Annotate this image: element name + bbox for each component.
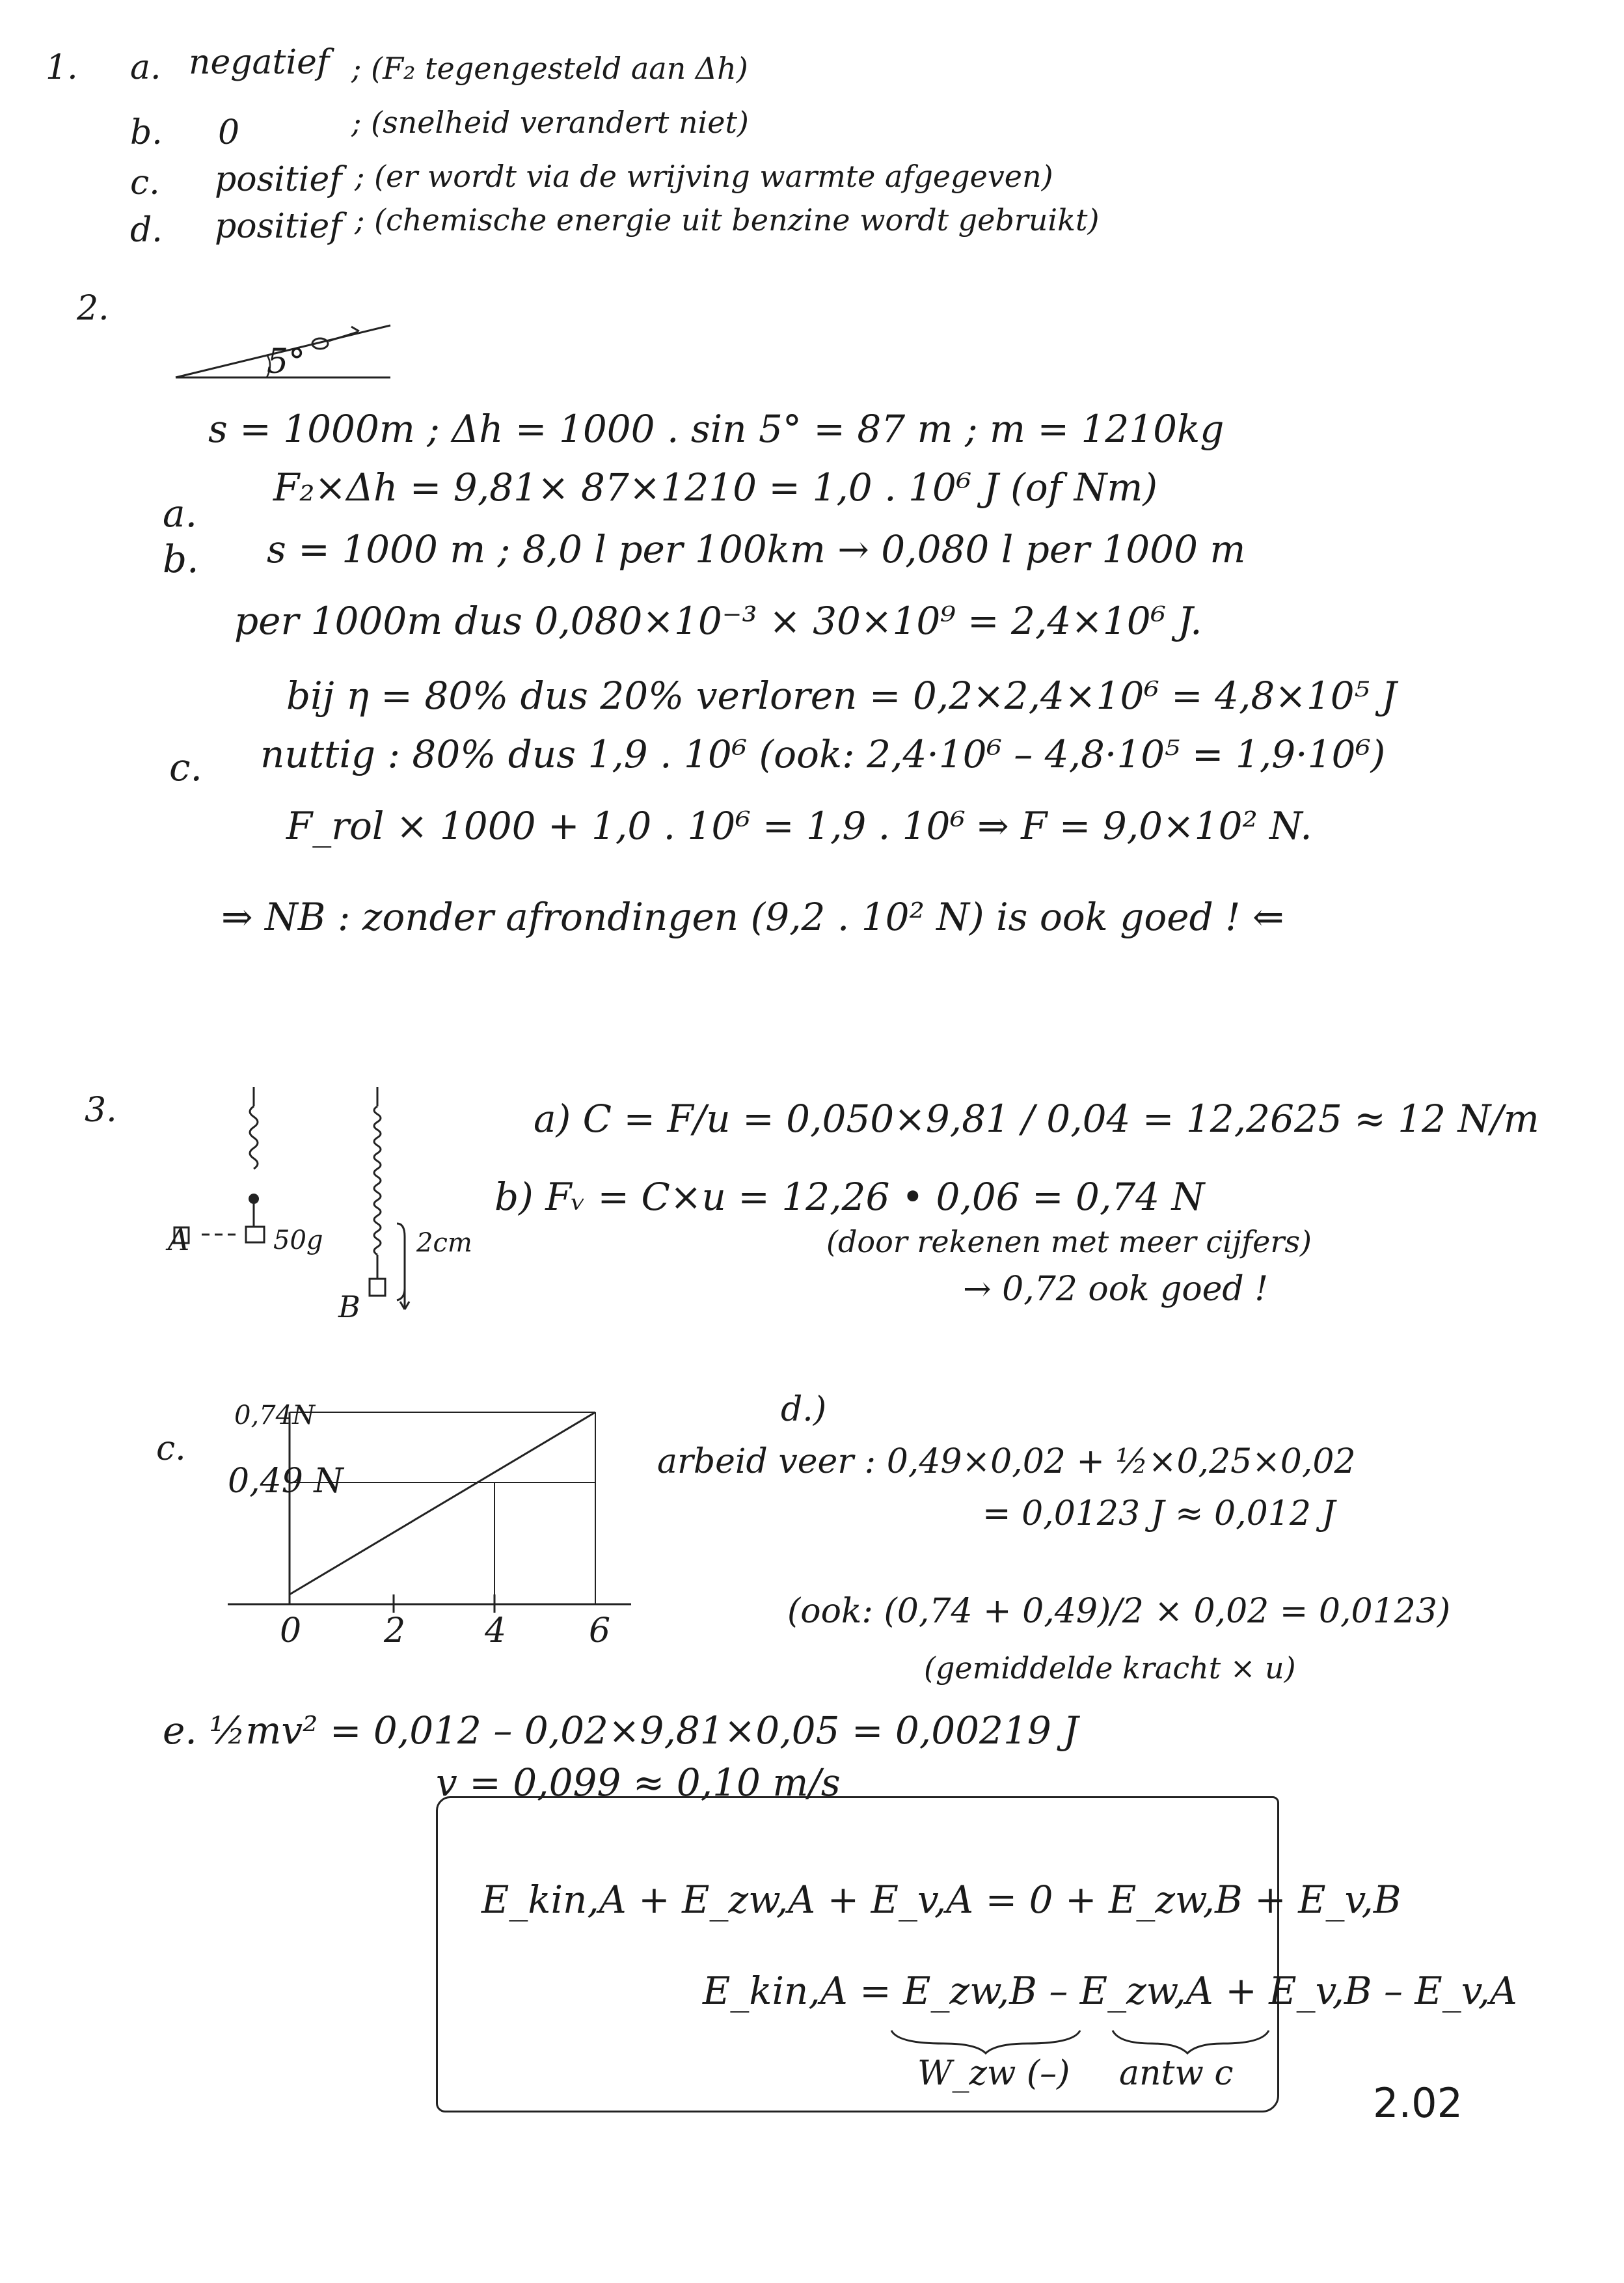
box-line1: E_kin,A + E_zw,A + E_v,A = 0 + E_zw,B + E_v,B <box>481 1878 1401 1922</box>
q2c-line2: F_rol × 1000 + 1,0 . 10⁶ = 1,9 . 10⁶ ⇒ F = 9,0×10² N. <box>286 804 1312 848</box>
q1c-label: c. <box>130 163 160 202</box>
q2b-line1: s = 1000 m ; 8,0 l per 100km → 0,080 l per 1000 m <box>267 527 1246 571</box>
box-under-antw: antw c <box>1119 2054 1234 2093</box>
q3e-line2: v = 0,099 ≈ 0,10 m/s <box>436 1760 841 1805</box>
box-underbraces <box>878 2024 1308 2057</box>
graph-tick-6: 6 <box>589 1611 611 1650</box>
q2a-label: a. <box>163 491 198 536</box>
graph-tick-2: 2 <box>384 1611 406 1650</box>
q2c-label: c. <box>169 745 202 789</box>
q1b-answer: 0 <box>218 113 240 152</box>
graph-y-top: 0,74N <box>234 1401 316 1430</box>
q3d-label: d.) <box>781 1390 827 1429</box>
q1c-reason: ; (er wordt via de wrijving warmte afgegeven) <box>355 159 1053 194</box>
q3d-line4: (gemiddelde kracht × u) <box>924 1650 1296 1686</box>
page-number: 2.02 <box>1373 2079 1463 2127</box>
q1a-label: a. <box>130 48 161 87</box>
q2-number: 2. <box>77 289 109 328</box>
q3b-note: (door rekenen met meer cijfers) <box>826 1224 1312 1259</box>
q1a-answer: negatief <box>189 43 330 82</box>
q1d-reason: ; (chemische energie uit benzine wordt gebruikt) <box>355 202 1100 238</box>
box-line2: E_kin,A = E_zw,B – E_zw,A + E_v,B – E_v,A <box>703 1969 1517 2013</box>
q3b-alt: → 0,72 ook goed ! <box>963 1270 1269 1309</box>
q2a-text: F₂×Δh = 9,81× 87×1210 = 1,0 . 10⁶ J (of Nm) <box>273 465 1158 510</box>
label-a: A <box>168 1222 190 1257</box>
q2b-label: b. <box>163 537 199 581</box>
spring-figure <box>163 1080 410 1341</box>
q2-note: ⇒ NB : zonder afrondingen (9,2 . 10² N) is ook goed ! ⇐ <box>221 895 1284 939</box>
graph-tick-0: 0 <box>280 1611 302 1650</box>
q1a-reason: ; (F₂ tegengesteld aan Δh) <box>351 51 748 86</box>
q3d-line2: = 0,0123 J ≈ 0,012 J <box>982 1494 1336 1533</box>
q3d-line3: (ook: (0,74 + 0,49)/2 × 0,02 = 0,0123) <box>787 1592 1451 1631</box>
q1-number: 1. <box>46 48 78 87</box>
q3b-text: b) Fᵥ = C×u = 12,26 • 0,06 = 0,74 N <box>494 1175 1205 1219</box>
q3-number: 3. <box>85 1091 117 1130</box>
extension-label: 2cm <box>416 1228 472 1258</box>
q2c-line1: nuttig : 80% dus 1,9 . 10⁶ (ook: 2,4·10⁶ – 4,8·10⁵ = 1,9·10⁶) <box>260 732 1386 776</box>
q1b-label: b. <box>130 113 163 152</box>
q3c-label: c. <box>156 1429 186 1468</box>
label-b: B <box>338 1289 360 1324</box>
q3d-line1: arbeid veer : 0,49×0,02 + ½×0,25×0,02 <box>657 1442 1356 1481</box>
q1d-answer: positief <box>215 207 342 246</box>
incline-angle: 5° <box>267 342 306 381</box>
q1d-label: d. <box>130 211 163 250</box>
mass-label: 50g <box>273 1225 323 1255</box>
box-under-wzw: W_zw (–) <box>917 2054 1070 2093</box>
q2-given: s = 1000m ; Δh = 1000 . sin 5° = 87 m ; m = 1210kg <box>208 407 1225 451</box>
q3a-text: a) C = F/u = 0,050×9,81 / 0,04 = 12,2625 ≈ 12 N/m <box>534 1097 1539 1141</box>
q1b-reason: ; (snelheid verandert niet) <box>351 105 749 140</box>
force-extension-graph <box>228 1406 631 1614</box>
graph-tick-4: 4 <box>485 1611 507 1650</box>
graph-y-mid: 0,49 N <box>228 1462 344 1501</box>
q1c-answer: positief <box>215 160 342 199</box>
q3e-line1: e. ½mv² = 0,012 – 0,02×9,81×0,05 = 0,00219 J <box>163 1708 1079 1753</box>
q2b-line3: bij η = 80% dus 20% verloren = 0,2×2,4×10⁶ = 4,8×10⁵ J <box>286 674 1397 718</box>
q2b-line2: per 1000m dus 0,080×10⁻³ × 30×10⁹ = 2,4×10⁶ J. <box>234 599 1202 643</box>
